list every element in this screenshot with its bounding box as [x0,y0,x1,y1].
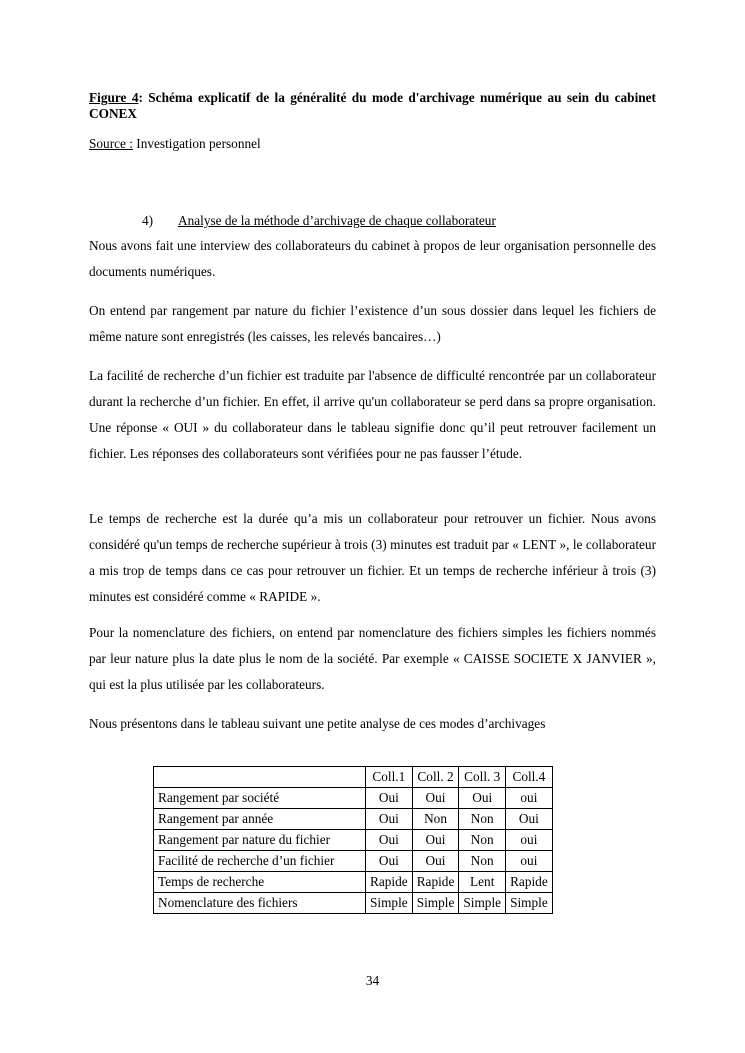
table-header-cell [154,767,366,788]
section-number: 4) [142,213,154,228]
table-cell: Simple [506,893,553,914]
table-cell: Simple [366,893,413,914]
table-row-label: Facilité de recherche d’un fichier [154,851,366,872]
table-cell: Simple [459,893,506,914]
table-cell: oui [506,830,553,851]
paragraph-facilite-recherche: La facilité de recherche d’un fichier est traduite par l'absence de difficulté rencontrée par un collaborateur durant la recherche d’un fichier. En effet, il arrive qu'un collaborateur se perd dans sa propre organisation. Une réponse « OUI » du collaborateur dans le tableau signifie donc qu’il peut retrouver facilement un fichier. Les réponses des collaborateurs sont vérifiées pour ne pas fausser l’étude. [89,368,656,461]
table-cell: Rapide [366,872,413,893]
table-cell: Rapide [506,872,553,893]
table-cell: Non [459,851,506,872]
table-row [154,788,553,809]
table-cell: Oui [366,830,413,851]
source-line [89,136,261,152]
table-row [154,851,553,872]
figure-title: : Schéma explicatif de la généralité du mode d'archivage numérique au sein du cabinet CONEX [89,90,656,121]
table-cell: Oui [412,788,459,809]
paragraph-intro-tableau: Nous présentons dans le tableau suivant une petite analyse de ces modes d’archivages [89,716,546,731]
table-row [154,872,553,893]
source-text: Investigation personnel [132,136,261,151]
paragraph-temps-recherche: Le temps de recherche est la durée qu’a mis un collaborateur pour retrouver un fichier. Nous avons considéré qu'un temps de recherche supérieur à trois (3) minutes est traduit par « LENT », le collaborateur a mis trop de temps dans ce cas pour retrouver un fichier. Et un temps de recherche inférieur à trois (3) minutes est considéré comme « RAPIDE ». [89,511,656,604]
table-cell: Lent [459,872,506,893]
section-title: Analyse de la méthode d’archivage de chaque collaborateur [178,213,496,228]
table-row [154,830,553,851]
table-cell: Oui [412,851,459,872]
table-cell: Oui [506,809,553,830]
table-header-cell: Coll.1 [366,767,413,788]
section-heading [142,213,496,229]
figure-label: Figure 4 [89,90,139,105]
table-cell: Oui [366,788,413,809]
table-cell: Rapide [412,872,459,893]
analysis-table [153,766,553,914]
table-cell: Non [459,809,506,830]
page-number: 34 [365,973,380,988]
table-cell: oui [506,788,553,809]
table-cell: Simple [412,893,459,914]
table-row-label: Temps de recherche [154,872,366,893]
table-cell: Oui [459,788,506,809]
table-cell: Non [459,830,506,851]
table-cell: oui [506,851,553,872]
table-header-cell: Coll. 2 [412,767,459,788]
paragraph-nomenclature: Pour la nomenclature des fichiers, on entend par nomenclature des fichiers simples les fichiers nommés par leur nature plus la date plus le nom de la société. Par exemple « CAISSE SOCIETE X JANVIER », qui est la plus utilisée par les collaborateurs. [89,625,656,692]
table-cell: Oui [412,830,459,851]
table-cell: Oui [366,809,413,830]
paragraph-rangement-nature: On entend par rangement par nature du fichier l’existence d’un sous dossier dans lequel les fichiers de même nature sont enregistrés (les caisses, les relevés bancaires…) [89,303,656,344]
table-cell: Oui [366,851,413,872]
table-row [154,893,553,914]
table-row-label: Rangement par société [154,788,366,809]
table-row-label: Rangement par année [154,809,366,830]
table-header-cell: Coll. 3 [459,767,506,788]
table-header-cell: Coll.4 [506,767,553,788]
source-label: Source : [89,136,133,151]
table-cell: Non [412,809,459,830]
table-row-label: Rangement par nature du fichier [154,830,366,851]
figure-caption [89,90,656,122]
table-row-label: Nomenclature des fichiers [154,893,366,914]
table-row [154,809,553,830]
paragraph-interview: Nous avons fait une interview des collaborateurs du cabinet à propos de leur organisation personnelle des documents numériques. [89,238,656,279]
table-header-row [154,767,553,788]
